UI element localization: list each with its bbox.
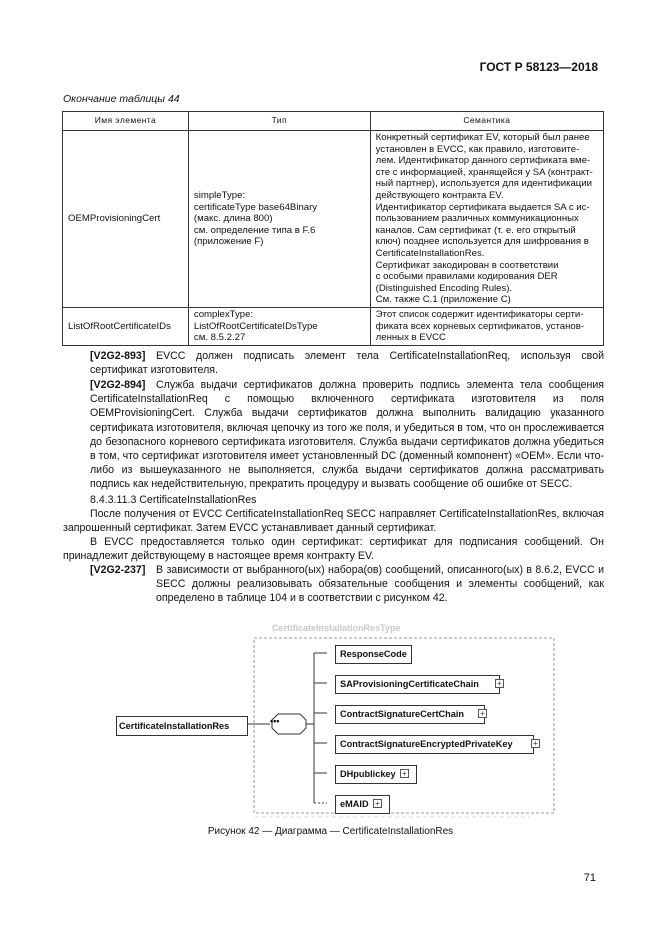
document-code: ГОСТ Р 58123—2018	[479, 60, 598, 74]
type-line: см. определение типа в F.6	[193, 224, 316, 236]
type-line: certificateType base64Binary	[193, 201, 318, 213]
cell-type	[188, 307, 370, 345]
cell-semantics	[370, 307, 603, 345]
type-line: (приложение F)	[193, 236, 264, 248]
requirement-text: В зависимости от выбранного(ых) набора(ов) сообщений, описанного(ых) в 8.6.2, EVCC и SECC должны реализовывать обязательные сообщения и элементы сообщений, как определено в таблице 104 и в соответствии с рисунком 42.	[156, 564, 604, 605]
requirement-893	[90, 349, 604, 377]
requirement-label: [V2G2-894]	[90, 379, 146, 391]
page-number: 71	[583, 872, 596, 884]
diagram-type-title: CertificateInstallationResType	[272, 623, 401, 633]
semantics-line: Конкретный сертификат EV, который был ранее	[375, 132, 590, 143]
cell-element-name: OEMProvisioningCert	[63, 131, 189, 308]
requirement-label: [V2G2-893]	[90, 350, 146, 362]
child-element-sa-provisioning-cert-chain: SAProvisioningCertificateChain	[335, 675, 500, 694]
expand-icon[interactable]: +	[495, 679, 504, 688]
expand-icon[interactable]: +	[531, 739, 540, 748]
semantics-line: лем. Идентификатор данного сертификата вме-	[375, 155, 591, 167]
semantics-line: ленных в EVCC	[375, 332, 446, 344]
type-line: (макс. длина 800)	[193, 213, 273, 225]
semantics-line: сте с информацией, хранящейся у SA (контракт-	[375, 166, 593, 178]
requirement-text: Служба выдачи сертификатов должна проверить подпись элемента тела сообщения CertificateInstallationReq с помощью включенного сертификата изготовителя из поля OEMProvisioningCert. Служба выдачи сертификатов должна выполнить валидацию указанного сертификата изготовителя, включая цепочку из того же поля, и убедиться в том, что он прослеживается до безопасного корневого сертификата изготовителя. Служба выдачи сертификатов должна убедиться в том, что сертификат изготовителя имеет установленный DC (доменный компонент) «OEM». Если что-либо из вышеуказанного не выполняется, служба выдачи сертификатов должна рассматривать подпись как недействительную, прекратить процедуру и вызвать сообщение об ошибке от SECC.	[90, 379, 604, 491]
child-element-emaid: eMAID	[335, 795, 390, 814]
semantics-line: с особыми правилами кодирования DER	[375, 271, 558, 283]
semantics-line: действующего контракта EV.	[375, 189, 504, 201]
figure-caption: Рисунок 42 — Диаграмма — CertificateInstallationRes	[207, 826, 454, 837]
type-line: complexType:	[193, 308, 254, 320]
cell-element-name: ListOfRootCertificateIDs	[63, 307, 189, 345]
table-header-row	[63, 112, 604, 131]
table-caption: Окончание таблицы 44	[63, 93, 180, 105]
child-element-dh-public-key: DHpublickey	[335, 765, 417, 784]
requirement-894	[90, 378, 604, 492]
paragraph: После получения от EVCC CertificateInstallationReq SECC направляет CertificateInstallationRes, включая запрошенный сертификат. Затем EVCC устанавливает данный сертификат.	[63, 508, 604, 535]
child-element-response-code: ResponseCode	[335, 645, 412, 664]
semantics-line: CertificateInstallationRes.	[375, 247, 485, 259]
expand-icon[interactable]: +	[478, 709, 487, 718]
semantics-line: (Distinguished Encoding Rules).	[375, 282, 513, 294]
requirement-label: [V2G2-237]	[90, 564, 146, 576]
expand-icon[interactable]: +	[400, 769, 409, 778]
table-row	[63, 307, 604, 345]
column-header-name: Имя элемента	[63, 112, 189, 131]
root-element-box: CertificateInstallationRes	[116, 716, 248, 736]
requirement-237	[90, 563, 604, 606]
child-element-contract-signature-cert-chain: ContractSignatureCertChain	[335, 705, 485, 724]
semantics-line: пользованием различных коммуникационных	[375, 213, 579, 225]
semantics-line: Идентификатор сертификата выдается SA с ис-	[375, 201, 590, 213]
semantics-line: установлен в EVCC, как правило, изготовите-	[375, 143, 580, 155]
semantics-line: Сертификат закодирован в соответствии	[375, 259, 559, 271]
semantics-line: ключ) позднее используется для шифрования в	[375, 236, 589, 248]
semantics-line: Этот список содержит идентификаторы серти-	[375, 308, 584, 320]
child-element-encrypted-private-key: ContractSignatureEncryptedPrivateKey	[335, 735, 534, 754]
requirement-text: EVCC должен подписать элемент тела CertificateInstallationReq, используя свой сертификат изготовителя.	[90, 350, 604, 377]
cell-semantics	[370, 131, 603, 308]
semantics-line: См. также С.1 (приложение С)	[375, 294, 511, 306]
type-line: ListOfRootCertificateIDsType	[193, 320, 318, 332]
paragraph: В EVCC предоставляется только один сертификат: сертификат для подписания сообщений. Он принадлежит действующему в настоящее время контракту EV.	[63, 536, 604, 563]
type-line: см. 8.5.2.27	[193, 332, 246, 344]
section-heading: 8.4.3.11.3 CertificateInstallationRes	[90, 494, 257, 506]
column-header-semantics: Семантика	[370, 112, 603, 131]
cell-type	[188, 131, 370, 308]
sequence-symbol: •••	[270, 716, 280, 726]
semantics-line: каналов. Сам сертификат (т. е. его открытый	[375, 224, 576, 236]
expand-icon[interactable]: +	[373, 799, 382, 808]
semantics-line: ный партнер), используется для идентификации	[375, 178, 593, 190]
type-line: simpleType:	[193, 189, 246, 201]
table-row	[63, 131, 604, 308]
column-header-type: Тип	[188, 112, 370, 131]
elements-table	[62, 111, 604, 346]
semantics-line: фиката всех корневых сертификатов, установ-	[375, 320, 585, 332]
